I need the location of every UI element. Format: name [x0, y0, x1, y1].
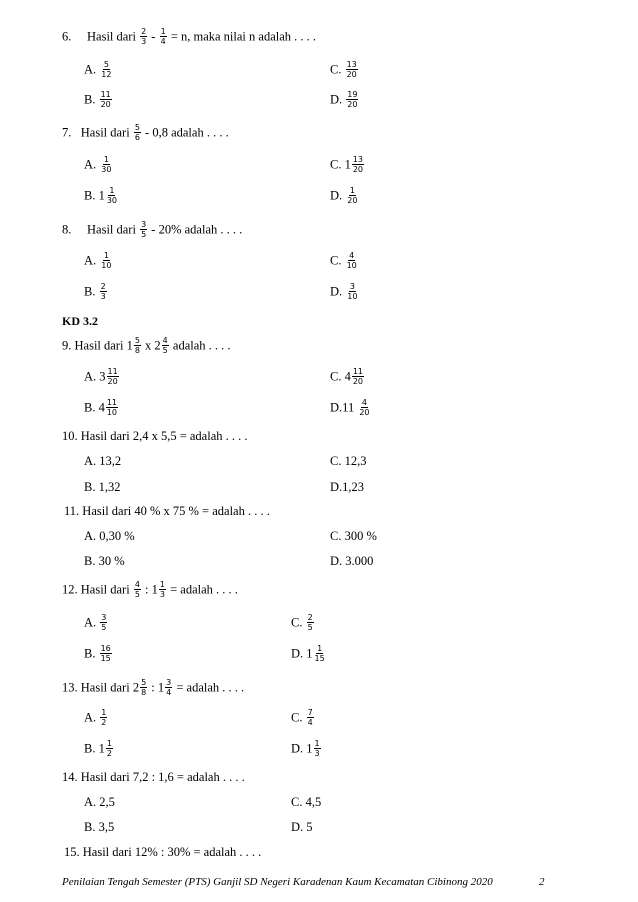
q14-option-b: B. 3,5	[84, 820, 115, 834]
q6-minus: -	[151, 29, 156, 44]
question-10: 10. Hasil dari 2,4 x 5,5 = adalah . . . .	[62, 429, 248, 443]
q13-option-a: A. $\frac{1}{2}$	[84, 708, 107, 727]
q11-option-c: C. 300 %	[330, 529, 377, 543]
question-12: 12. Hasil dari $\frac{4}{5}$ : 1 $\frac{1}{3}$ = adalah . . . .	[62, 580, 238, 599]
q7-option-c: C. 1 $\frac{13}{20}$	[330, 155, 364, 174]
q6-fraction-2: $\frac{1}{4}$	[160, 27, 166, 46]
q9-option-a: A. 3 $\frac{11}{20}$	[84, 367, 118, 386]
q11-option-d: D. 3.000	[330, 554, 374, 568]
q12-option-c: C. $\frac{2}{5}$	[291, 613, 313, 632]
q14-option-a: A. 2,5	[84, 795, 115, 809]
q11-option-b: B. 30 %	[84, 554, 125, 568]
q9-fraction-1: $\frac{5}{8}$	[134, 336, 140, 355]
q7-fraction: $\frac{5}{6}$	[134, 123, 140, 142]
q13-fraction-1: $\frac{5}{8}$	[141, 678, 147, 697]
q10-option-b: B. 1,32	[84, 480, 121, 494]
q6-text-a: Hasil dari	[87, 29, 136, 44]
q9-option-b: B. 4 $\frac{11}{10}$	[84, 398, 118, 417]
q7-option-d: D. $\frac{1}{20}$	[330, 186, 358, 205]
q6-option-d: D. $\frac{19}{20}$	[330, 90, 358, 109]
q14-option-d: D. 5	[291, 820, 313, 834]
question-9: 9. Hasil dari 1 $\frac{5}{8}$ x 2 $\frac{4}{5}$ adalah . . . .	[62, 336, 231, 355]
q12-fraction-1: $\frac{4}{5}$	[134, 580, 140, 599]
question-14: 14. Hasil dari 7,2 : 1,6 = adalah . . . .	[62, 770, 245, 784]
q6-text-b: = n, maka nilai n adalah . . . .	[170, 29, 317, 44]
q9-option-d: D.11 $\frac{4}{20}$	[330, 398, 370, 417]
q11-option-a: A. 0,30 %	[84, 529, 135, 543]
question-7: 7. Hasil dari $\frac{5}{6}$ - 0,8 adalah . . . .	[62, 123, 229, 142]
q8-option-d: D. $\frac{3}{10}$	[330, 282, 358, 301]
q7-option-b: B. 1 $\frac{1}{30}$	[84, 186, 118, 205]
page-number: 2	[539, 876, 545, 888]
q6-number: 6.	[62, 29, 72, 44]
q12-fraction-2: $\frac{1}{3}$	[159, 580, 165, 599]
q12-option-a: A. $\frac{3}{5}$	[84, 613, 107, 632]
q12-option-b: B. $\frac{16}{15}$	[84, 644, 111, 663]
question-15: 15. Hasil dari 12% : 30% = adalah . . . .	[64, 845, 262, 859]
q6-option-a: A. $\frac{5}{12}$	[84, 60, 112, 79]
q10-option-c: C. 12,3	[330, 454, 367, 468]
q6-fraction-1: $\frac{2}{3}$	[141, 27, 147, 46]
page-footer: Penilaian Tengah Semester (PTS) Ganjil SD Negeri Karadenan Kaum Kecamatan Cibinong 2020	[62, 876, 493, 888]
question-6	[62, 28, 316, 47]
q12-option-d: D. 1 $\frac{1}{15}$	[291, 644, 325, 663]
q8-option-a: A. $\frac{1}{10}$	[84, 251, 112, 270]
q6-option-c: C. $\frac{13}{20}$	[330, 60, 357, 79]
q7-option-a: A. $\frac{1}{30}$	[84, 155, 112, 174]
q14-option-c: C. 4,5	[291, 795, 322, 809]
question-11: 11. Hasil dari 40 % x 75 % = adalah . . . .	[64, 504, 270, 518]
question-8: 8. Hasil dari $\frac{3}{5}$ - 20% adalah . . . .	[62, 220, 243, 239]
q10-option-d: D.1,23	[330, 480, 365, 494]
q13-fraction-2: $\frac{3}{4}$	[166, 678, 172, 697]
q8-option-b: B. $\frac{2}{3}$	[84, 282, 106, 301]
q13-option-c: C. $\frac{7}{4}$	[291, 708, 313, 727]
q8-fraction: $\frac{3}{5}$	[141, 220, 147, 239]
question-13: 13. Hasil dari 2 $\frac{5}{8}$ : 1 $\frac{3}{4}$ = adalah . . . .	[62, 678, 245, 697]
q6-option-b: B. $\frac{11}{20}$	[84, 90, 111, 109]
q8-option-c: C. $\frac{4}{10}$	[330, 251, 357, 270]
q9-option-c: C. 4 $\frac{11}{20}$	[330, 367, 364, 386]
q13-option-d: D. 1 $\frac{1}{3}$	[291, 739, 320, 758]
q13-option-b: B. 1 $\frac{1}{2}$	[84, 739, 112, 758]
q9-fraction-2: $\frac{4}{5}$	[162, 336, 168, 355]
section-heading-kd: KD 3.2	[62, 314, 98, 328]
q10-option-a: A. 13,2	[84, 454, 122, 468]
